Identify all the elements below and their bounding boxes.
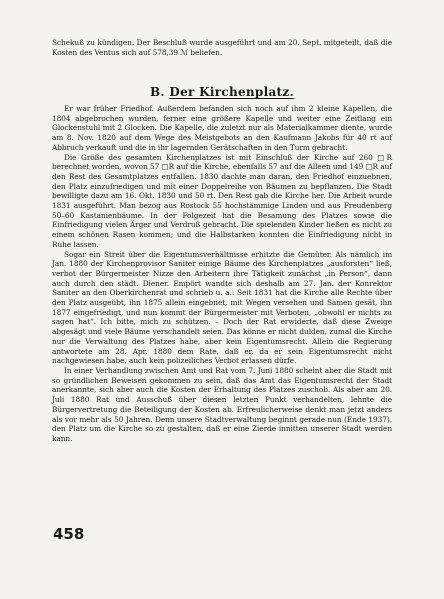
- paragraph-4: In einer Verhandlung zwischen Amt und Rat vom 7. Juni 1880 scheint aber die Stadt mit so gründlichen Beweisen gekommen zu sein, daß das Amt das Eigentumsrecht der Stadt anerkannte, sich aber auch die Kosten der Erhaltung des Platzes zuschob. Als aber am 20. Juli 1880 Rat und Ausschuß über diesen letzten Punkt verhandelten, lehnte die Bürgervertretung die Beteiligung der Kosten ab. Erfreulicherweise denkt man jetzt anders als vor mehr als 50 Jahren. Denn unsere Stadtverwaltung beginnt gerade nun (Ende 1937), den Platz um die Kirche so zu gestalten, daß er eine Zierde innitten unserer Stadt werden kann.: [52, 365, 392, 443]
- paragraph-1: Er war früher Friedhof. Außerdem befanden sich noch auf ihm 2 kleine Kapellen, die 1804 abgebrochen wurden, ferner eine größere Kapelle und weiter eine Zeitlang ein Glockenstuhl mit 2 Glocken. Die Kapelle, die zuletzt nur als Materialkammer diente, wurde am 8. Nov. 1820 auf dem Wege des Meistgebots an den Kaufmann Jakobs für 40 rt auf Abbruch verkauft und die in ihr lagernden Gerätschaften in den Turm gebracht.: [52, 104, 392, 152]
- intro-text: Schekuß zu kündigen. Der Beschluß wurde ausgeführt und am 20. Sept. mitgeteilt, daß die Kosten des Ventus sich auf 578,39 ℳ beliefen.: [52, 38, 392, 57]
- intro-paragraph: [52, 38, 392, 57]
- section-title: Der Kirchenplatz.: [169, 85, 294, 99]
- section-body: [52, 104, 392, 444]
- paragraph-2: Die Größe des gesamten Kirchenplatzes ist mit Einschluß der Kirche auf 260 □R berechnet worden, wovon 57 □R auf die Kirche, ebenfalls 57 auf die Alleen und 149 □R auf den Rest des Gesamtplatzes entfallen. 1830 dachte man daran, den Friedhof einzuebnen, den Platz einzufriedigen und mit einer Doppelreihe von Bäumen zu bepflanzen. Die Stadt bewilligte dazu am 16. Okt. 1830 und 50 rt. Den Rest gab die Kirche her. Die Arbeit wurde 1831 ausgeführt. Man bezog aus Rostock 55 hochstämmige Linden und aus Freudenberg 50–60 Kastanienbäume. In der Folgezeit hat die Besamung des Platzes sowie die Einfriedigung vielen Ärger und Verdruß gebracht. Die spielenden Kinder ließen es nicht zu einem schönen Rasen kommen; und die Halbstarken konnten die Einfriedigung nicht in Ruhe lassen.: [52, 152, 392, 249]
- section-letter: B.: [149, 85, 165, 99]
- page-number: 458: [53, 525, 85, 543]
- paragraph-3: Sogar ein Streit über die Eigentumsverhältnisse erhitzte die Gemüter. Als nämlich im Jan. 1880 der Kirchenprovisor Saniter einige Bäume des Kirchenplatzes „ausforsten“ ließ, verbot der Bürgermeister Nizze den Arbeitern ihre Tätigkeit zunächst „in Person“, dann auch durch den städt. Diener. Empört wandte sich deshalb am 27. Jan. der Konrektor Saniter an den Oberkirchenrat und schrieb u. a.: Seit 1831 hat die Kirche alle Rechte über den Platz ausgeübt, ihn 1875 allein eingebnet, mit Wegen versehen und Samen gesät, ihn 1877 eingefriedigt, und nun kommt der Bürgermeister mit Verboten, „obwohl er nichts zu sagen hat“. Ich bitte, mich zu schützen. – Doch der Rat erwiderte, daß diese Zweige abgesägt und viele Bäume verschandelt seien. Das könne er nicht dulden, zumal die Kirche nur die Verwaltung des Platzes habe, aber kein Eigentumsrecht. Allein die Regierung antwortete am 28. Apr. 1880 dem Rate, daß er, da er sein Eigentumsrecht nicht nachgewiesen habe, auch kein polizeiliches Verbot erlassen dürfe.: [52, 249, 392, 366]
- section-heading: [0, 85, 444, 99]
